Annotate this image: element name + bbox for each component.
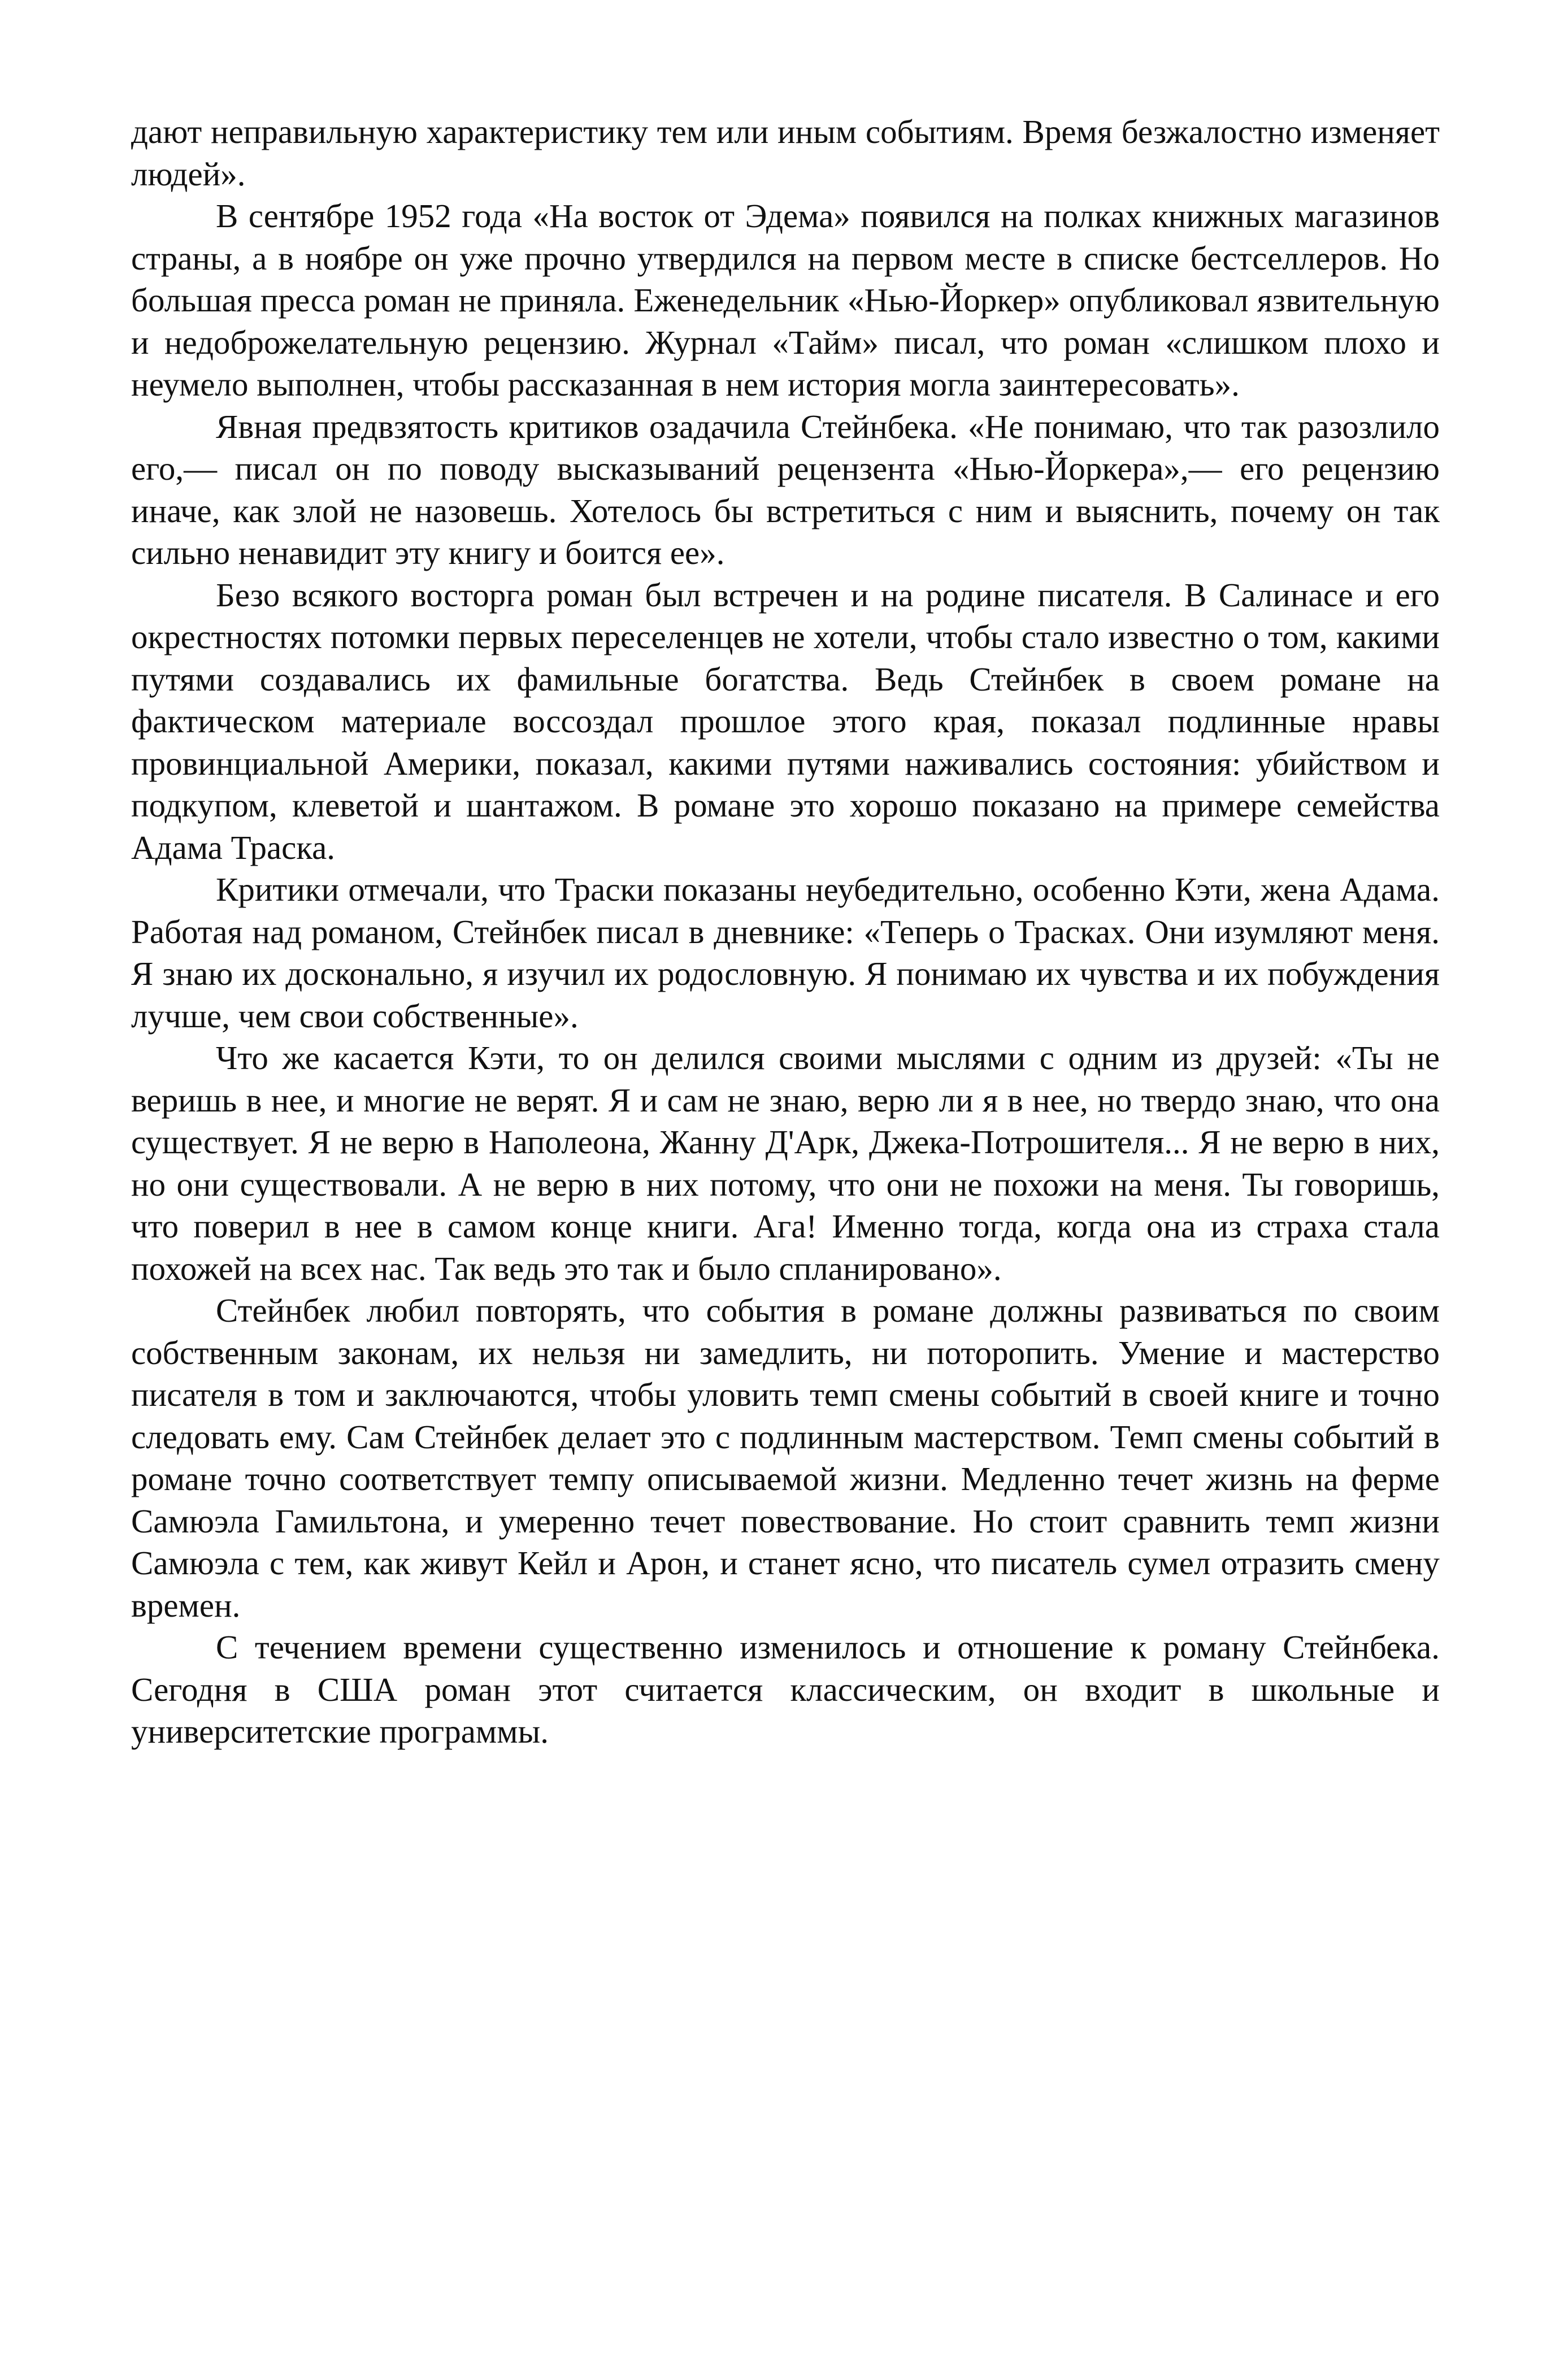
page-text-body (131, 111, 1440, 1753)
paragraph: Явная предвзятость критиков озадачила Стейнбека. «Не понимаю, что так разозлило его,— писал он по поводу высказываний рецензента «Нью-Йоркера»,— его рецензию иначе, как злой не назовешь. Хотелось бы встретиться с ним и выяснить, почему он так сильно ненавидит эту книгу и боится ее». (131, 407, 1440, 571)
paragraph: Безо всякого восторга роман был встречен и на родине писателя. В Салинасе и его окрестностях потомки первых переселенцев не хотели, чтобы стало известно о том, какими путями создавались их фамильные богатства. Ведь Стейнбек в своем романе на фактическом материале воссоздал прошлое этого края, показал подлинные нравы провинциальной Америки, показал, какими путями наживались состояния: убийством и подкупом, клеветой и шантажом. В романе это хорошо показано на примере семейства Адама Траска. (131, 576, 1440, 866)
paragraph: Что же касается Кэти, то он делился своими мыслями с одним из друзей: «Ты не веришь в нее, и многие не верят. Я и сам не знаю, верю ли я в нее, но твердо знаю, что она существует. Я не верю в Наполеона, Жанну Д'Арк, Джека-Потрошителя... Я не верю в них, но они существовали. А не верю в них потому, что они не похожи на меня. Ты говоришь, что поверил в нее в самом конце книги. Ага! Именно тогда, когда она из страха стала похожей на всех нас. Так ведь это так и было спланировано». (131, 1039, 1440, 1287)
paragraph: С течением времени существенно изменилось и отношение к роману Стейнбека. Сегодня в США роман этот считается классическим, он входит в школьные и университетские программы. (131, 1628, 1440, 1750)
paragraph: Критики отмечали, что Траски показаны неубедительно, особенно Кэти, жена Адама. Работая над романом, Стейнбек писал в дневнике: «Теперь о Трасках. Они изумляют меня. Я знаю их досконально, я изучил их родословную. Я понимаю их чувства и их побуждения лучше, чем свои собственные». (131, 871, 1440, 1035)
paragraph: В сентябре 1952 года «На восток от Эдема» появился на полках книжных магазинов страны, а в ноябре он уже прочно утвердился на первом месте в списке бестселлеров. Но большая пресса роман не приняла. Еженедельник «Нью-Йоркер» опубликовал язвительную и недоброжелательную рецензию. Журнал «Тайм» писал, что роман «слишком плохо и неумело выполнен, чтобы рассказанная в нем история могла заинтересовать». (131, 197, 1440, 403)
paragraph: Стейнбек любил повторять, что события в романе должны развиваться по своим собственным законам, их нельзя ни замедлить, ни поторопить. Умение и мастерство писателя в том и заключаются, чтобы уловить темп смены событий в своей книге и точно следовать ему. Сам Стейнбек делает это с подлинным мастерством. Темп смены событий в романе точно соответствует темпу описываемой жизни. Медленно течет жизнь на ферме Самюэла Гамильтона, и умеренно течет повествование. Но стоит сравнить темп жизни Самюэла с тем, как живут Кейл и Арон, и станет ясно, что писатель сумел отразить смену времен. (131, 1292, 1440, 1624)
paragraph-continuation: дают неправильную характеристику тем или иным событиям. Время безжалостно изменяет людей». (131, 113, 1440, 193)
